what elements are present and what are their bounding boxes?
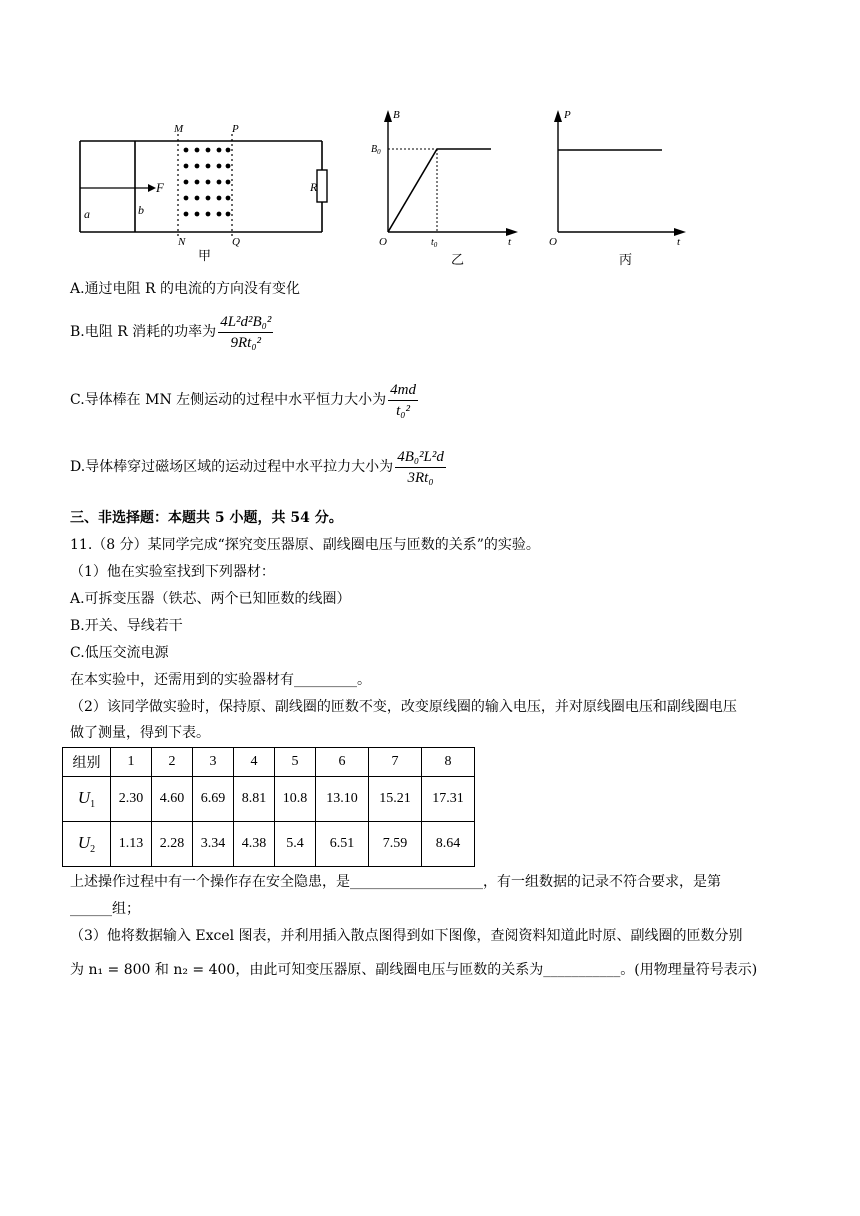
fraction-b: [218, 313, 273, 352]
fraction-c-den: t₀²: [396, 402, 411, 419]
origin-label: O: [379, 236, 387, 248]
option-c-text: C.导体棒在 MN 左侧运动的过程中水平恒力大小为: [70, 392, 387, 408]
figure-jia: [70, 108, 340, 268]
q11-part1: （1）他在实验室找到下列器材：: [70, 564, 275, 580]
table-header-cell: 7: [369, 748, 422, 777]
caption-yi: 乙: [451, 253, 465, 268]
table-header-cell: 4: [234, 748, 275, 777]
q11-item-a: A.可拆变压器（铁芯、两个已知匝数的线圈）: [70, 591, 351, 607]
axis-label-t2: t: [677, 236, 681, 248]
tick-t0: $t_0$: [431, 237, 438, 249]
row-label-u2: $U_2$: [63, 822, 111, 867]
fraction-c: [388, 381, 418, 420]
p-t-graph: [545, 104, 695, 269]
table-cell: 8.81: [234, 777, 275, 822]
table-header-cell: 1: [111, 748, 152, 777]
q11-after-line2: ______组；: [70, 901, 140, 917]
circuit-diagram: [70, 108, 340, 268]
label-P: P: [232, 123, 239, 135]
table-cell: 8.64: [422, 822, 475, 867]
row-label-u1: $U_1$: [63, 777, 111, 822]
table-cell: 2.28: [152, 822, 193, 867]
table-cell: 10.8: [275, 777, 316, 822]
table-cell: 3.34: [193, 822, 234, 867]
table-cell: 17.31: [422, 777, 475, 822]
q11-part3-line1: （3）他将数据输入 Excel 图表，并利用插入散点图得到如下图像，查阅资料知道此时原、副线圈的匝数分别: [70, 928, 743, 944]
section-heading: 三、非选择题：本题共 5 小题，共 54 分。: [70, 510, 343, 526]
fraction-d-den: 3Rt₀: [407, 469, 434, 486]
table-cell: 6.51: [316, 822, 369, 867]
caption-jia: 甲: [198, 249, 212, 264]
fraction-d: [395, 448, 446, 487]
fraction-d-num: 4B₀²L²d: [395, 448, 446, 468]
q11-need: 在本实验中，还需用到的实验器材有_________。: [70, 672, 371, 688]
q11-after-line1: 上述操作过程中有一个操作存在安全隐患，是___________________，有一组数据的记录不符合要求，是第: [70, 874, 721, 890]
table-header-cell: 6: [316, 748, 369, 777]
q11-part2-line1: （2）该同学做实验时，保持原、副线圈的匝数不变，改变原线圈的输入电压，并对原线圈电压和副线圈电压: [70, 699, 737, 715]
table-cell: 5.4: [275, 822, 316, 867]
table-cell: 1.13: [111, 822, 152, 867]
axis-label-p: P: [564, 109, 571, 121]
option-c: [70, 380, 418, 420]
label-M: M: [174, 123, 184, 135]
label-Q: Q: [232, 236, 240, 248]
origin-label-2: O: [549, 236, 557, 248]
table-row-u1: [63, 777, 475, 822]
table-header-cell: 组别: [63, 748, 111, 777]
figure-bing: [545, 104, 695, 269]
label-F: F: [156, 180, 164, 195]
q11-item-c: C.低压交流电源: [70, 645, 169, 661]
q11-part3-line2: 为 n₁ = 800 和 n₂ = 400，由此可知变压器原、副线圈电压与匝数的关系为___________。(用物理量符号表示): [70, 962, 758, 978]
figure-yi: [365, 104, 525, 269]
q11-item-b: B.开关、导线若干: [70, 618, 183, 634]
table-header-cell: 8: [422, 748, 475, 777]
fraction-c-num: 4md: [388, 381, 418, 401]
axis-label-b: B: [393, 109, 400, 121]
option-b-text: B.电阻 R 消耗的功率为: [70, 324, 217, 340]
table-cell: 4.60: [152, 777, 193, 822]
table-cell: 2.30: [111, 777, 152, 822]
fraction-b-den: 9Rt₀²: [230, 334, 262, 351]
tick-b0: $B_0$: [371, 144, 381, 156]
b-t-graph: [365, 104, 525, 269]
option-d: [70, 447, 446, 487]
table-cell: 4.38: [234, 822, 275, 867]
label-R: R: [310, 180, 318, 194]
option-a: A.通过电阻 R 的电流的方向没有变化: [70, 281, 301, 297]
table-row-u2: [63, 822, 475, 867]
option-d-text: D.导体棒穿过磁场区域的运动过程中水平拉力大小为: [70, 459, 394, 475]
table-header-row: [63, 748, 475, 777]
axis-label-t: t: [508, 236, 512, 248]
table-cell: 15.21: [369, 777, 422, 822]
table-cell: 13.10: [316, 777, 369, 822]
label-N: N: [178, 236, 186, 248]
table-header-cell: 2: [152, 748, 193, 777]
option-b: [70, 312, 273, 352]
table-cell: 7.59: [369, 822, 422, 867]
magnetic-field-dots: [184, 148, 231, 217]
fraction-b-num: 4L²d²B₀²: [218, 313, 273, 333]
caption-bing: 丙: [619, 253, 633, 268]
q11-intro: 11.（8 分）某同学完成“探究变压器原、副线圈电压与匝数的关系”的实验。: [70, 537, 540, 553]
table-header-cell: 3: [193, 748, 234, 777]
table-header-cell: 5: [275, 748, 316, 777]
label-a: a: [84, 207, 90, 221]
table-cell: 6.69: [193, 777, 234, 822]
q11-part2-line2: 做了测量，得到下表。: [70, 725, 210, 741]
voltage-table: [62, 747, 475, 867]
label-b: b: [138, 203, 144, 217]
